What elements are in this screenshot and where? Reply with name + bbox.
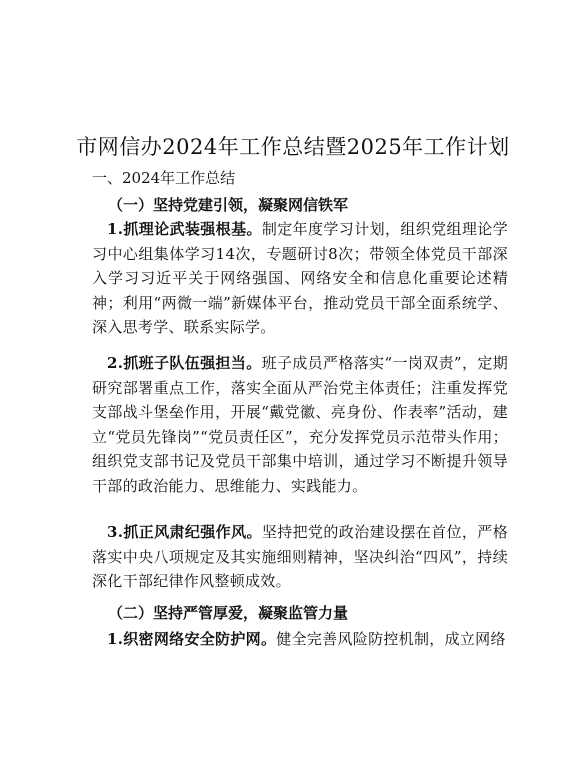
subsection-heading-party-building: （一）坚持党建引领，凝聚网信铁军 xyxy=(108,196,349,214)
document-title: 市网信办2024年工作总结暨2025年工作计划 xyxy=(76,135,510,159)
paragraph-team-building xyxy=(92,351,508,498)
section-heading-2024-summary: 一、2024年工作总结 xyxy=(92,169,236,187)
paragraph-discipline xyxy=(92,520,508,594)
paragraph-lead: 3.抓正风肃纪强作风。 xyxy=(107,523,262,541)
paragraph-lead: 1.织密网络安全防护网。 xyxy=(107,630,277,648)
paragraph-body: 健全完善风险防控机制，成立网络 xyxy=(276,630,506,648)
paragraph-lead: 1.抓理论武装强根基。 xyxy=(107,220,262,238)
paragraph-lead: 2.抓班子队伍强担当。 xyxy=(107,354,262,372)
paragraph-body: 班子成员严格落实“一岗双责”，定期研究部署重点工作，落实全面从严治党主体责任；注重发挥党支部战斗堡垒作用，开展“戴党徽、亮身份、作表率”活动，建立“党员先锋岗”“党员责任区”，充分发挥党员示范带头作用；组织党支部书记及党员干部集中培训，通过学习不断提升领导干部的政治能力、思维能力、实践能力。 xyxy=(92,354,508,495)
paragraph-body: 坚持把党的政治建设摆在首位，严格落实中央八项规定及其实施细则精神，坚决纠治“四风”，持续深化干部纪律作风整顿成效。 xyxy=(92,523,508,590)
subsection-heading-supervision: （二）坚持严管厚爱，凝聚监管力量 xyxy=(108,604,349,622)
paragraph-theory-study xyxy=(92,217,508,340)
paragraph-network-security xyxy=(92,627,508,652)
paragraph-body: 制定年度学习计划，组织党组理论学习中心组集体学习14次，专题研讨8次；带领全体党员干部深入学习习近平关于网络强国、网络安全和信息化重要论述精神；利用“两微一端”新媒体平台，推动党员干部全面系统学、深入思考学、联系实际学。 xyxy=(92,220,508,336)
